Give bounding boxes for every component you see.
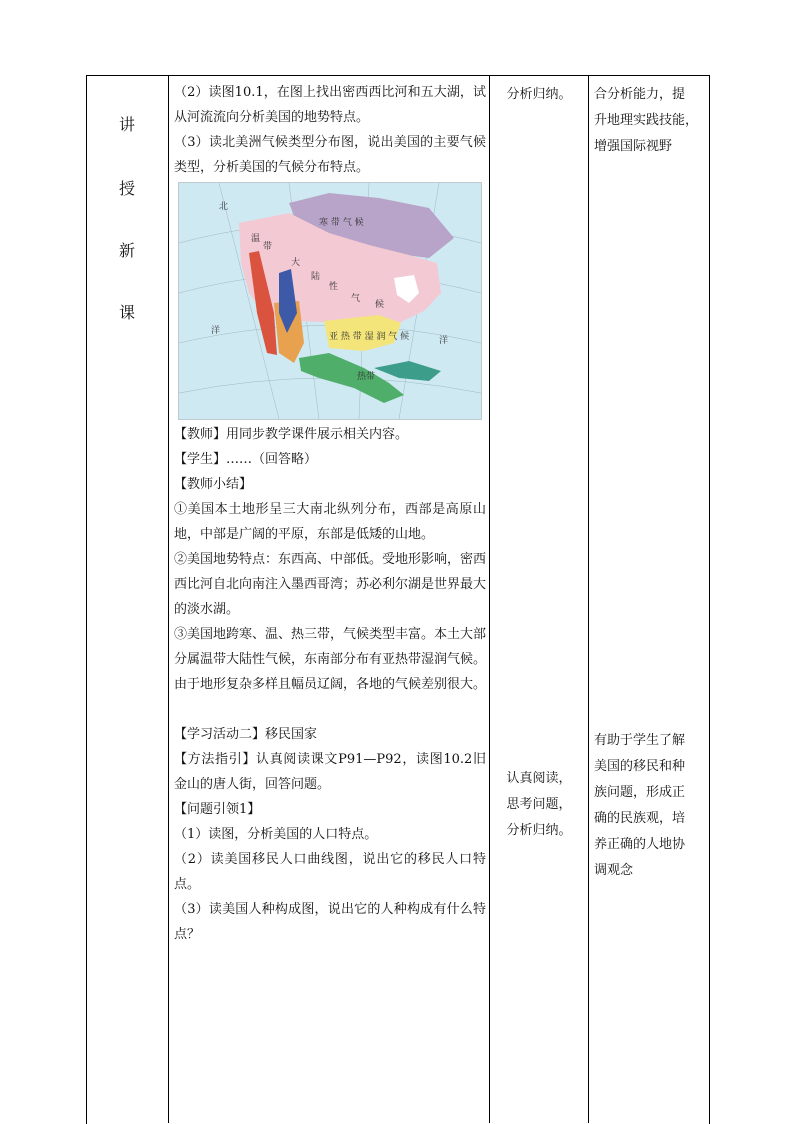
map-label: 带 xyxy=(263,242,273,252)
map-label: 洋 xyxy=(439,336,449,346)
climate-map-svg xyxy=(179,183,481,419)
map-label: 北 xyxy=(219,202,229,212)
map-label: 温 xyxy=(251,234,261,244)
section-char: 讲 xyxy=(118,115,135,134)
question-item-3: （3）读美国人种构成图，说出它的人种构成有什么特点？ xyxy=(174,902,486,942)
map-label: 热带 xyxy=(357,372,376,382)
summary-heading: 【教师小结】 xyxy=(174,477,253,492)
student-activity-text: 分析归纳。 xyxy=(506,823,572,838)
summary-point-2: ②美国地势特点：东西高、中部低。受地形影响，密西西比河自北向南注入墨西哥湾；苏必利尔湖是世界最大的淡水湖。 xyxy=(174,552,487,617)
student-activity-b xyxy=(494,766,584,844)
design-intent-a xyxy=(594,82,704,160)
map-label: 候 xyxy=(375,300,385,310)
design-intent-text: 升地理实践技能， xyxy=(594,113,699,128)
question-item-1: （1）读图，分析美国的人口特点。 xyxy=(174,827,378,842)
map-label: 亚 热 带 湿 润 气 候 xyxy=(329,332,410,342)
summary-point-1: ①美国本土地形呈三大南北纵列分布，西部是高原山地，中部是广阔的平原，东部是低矮的山地。 xyxy=(174,502,486,542)
map-label: 气 xyxy=(351,294,361,304)
north-america-climate-map xyxy=(178,182,482,420)
design-intent-text: 合分析能力，提 xyxy=(594,87,686,102)
column-divider-3 xyxy=(588,75,589,1123)
design-intent-text: 养正确的人地协 xyxy=(594,837,686,852)
lesson-content xyxy=(174,80,486,947)
question-3: （3）读北美洲气候类型分布图，说出美国的主要气候类型，分析美国的气候分布特点。 xyxy=(174,135,486,175)
map-label: 大 xyxy=(291,258,301,268)
design-intent-text: 增强国际视野 xyxy=(594,139,673,154)
design-intent-text: 调观念 xyxy=(594,863,634,878)
map-label: 洋 xyxy=(211,326,221,336)
map-label: 寒 带 气 候 xyxy=(319,218,364,228)
design-intent-text: 有助于学生了解 xyxy=(594,733,686,748)
design-intent-b xyxy=(594,728,704,884)
method-guide: 【方法指引】认真阅读课文P91—P92，读图10.2旧金山的唐人街，回答问题。 xyxy=(174,752,486,792)
teacher-note: 【教师】用同步教学课件展示相关内容。 xyxy=(174,427,409,442)
design-intent-text: 族问题，形成正 xyxy=(594,785,686,800)
activity-heading: 【学习活动二】移民国家 xyxy=(174,727,318,742)
design-intent-text: 美国的移民和种 xyxy=(594,759,686,774)
student-note: 【学生】……（回答略） xyxy=(174,452,318,467)
map-label: 性 xyxy=(329,282,339,292)
question-lead-heading: 【问题引领1】 xyxy=(174,802,261,817)
question-2: （2）读图10.1，在图上找出密西西比河和五大湖，试从河流流向分析美国的地势特点。 xyxy=(174,85,486,125)
question-item-2: （2）读美国移民人口曲线图，说出它的移民人口特点。 xyxy=(174,852,486,892)
section-char: 授 xyxy=(118,179,135,198)
summary-point-3: ③美国地跨寒、温、热三带，气候类型丰富。本土大部分属温带大陆性气候，东南部分布有亚热带湿润气候。由于地形复杂多样且幅员辽阔，各地的气候差别很大。 xyxy=(174,627,487,692)
student-activity-a xyxy=(494,82,584,108)
map-label: 陆 xyxy=(311,272,321,282)
section-char: 课 xyxy=(118,303,135,322)
student-activity-text: 认真阅读， xyxy=(506,771,572,786)
design-intent-text: 确的民族观，培 xyxy=(594,811,686,826)
column-divider-2 xyxy=(489,75,490,1123)
student-activity-text: 分析归纳。 xyxy=(506,87,572,102)
section-char: 新 xyxy=(118,241,135,260)
column-divider-1 xyxy=(168,75,169,1123)
student-activity-text: 思考问题， xyxy=(506,797,572,812)
